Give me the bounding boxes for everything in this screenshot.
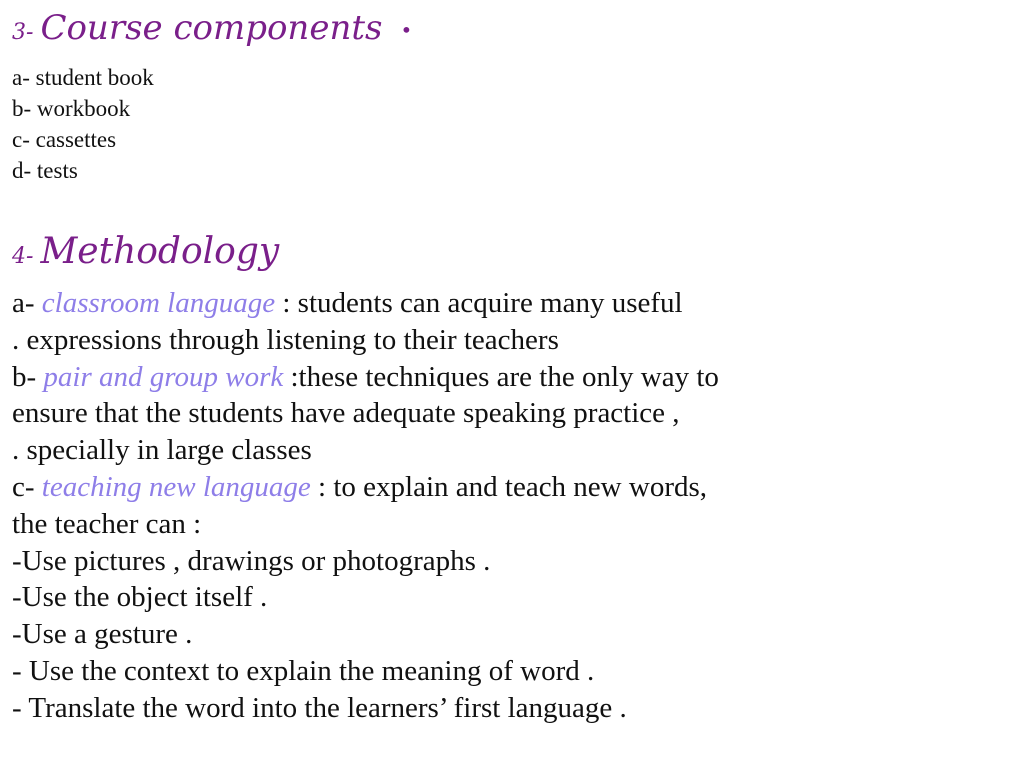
item-b-continuation-2: . specially in large classes [12, 434, 312, 467]
item-c-continuation: the teacher can : [12, 507, 202, 540]
list-item: c- cassettes [12, 127, 117, 152]
bullet-icon: • [400, 18, 413, 42]
technique-item: -Use pictures , drawings or photographs . [12, 544, 491, 577]
technique-item: - Translate the word into the learners’ first language . [12, 691, 627, 724]
course-components-list [12, 62, 154, 186]
list-item: d- tests [12, 158, 78, 183]
list-item: a- student book [12, 65, 154, 90]
methodology-body [12, 285, 1017, 727]
methodology-item-b [12, 359, 1017, 396]
methodology-item-a [12, 285, 1017, 322]
item-prefix: b- [12, 360, 44, 393]
section-4-title: Methodology [40, 231, 280, 272]
item-text: :these techniques are the only way to [283, 360, 719, 393]
item-prefix: a- [12, 287, 42, 319]
technique-item: -Use a gesture . [12, 618, 193, 651]
section-3-number: 3- [12, 20, 41, 45]
item-prefix: c- [12, 470, 42, 503]
term-classroom-language: classroom language [41, 287, 276, 319]
term-pair-group-work: pair and group work [43, 360, 284, 393]
section-3-title: Course components [40, 8, 383, 48]
item-a-continuation: . expressions through listening to their teachers [12, 323, 559, 356]
item-b-continuation-1: ensure that the students have adequate speaking practice , [12, 397, 680, 430]
term-teaching-new-language: teaching new language [41, 470, 311, 503]
section-3-heading [12, 8, 412, 48]
section-4-number: 4- [12, 244, 41, 269]
section-4-heading [12, 231, 279, 272]
list-item: b- workbook [12, 96, 131, 121]
methodology-item-c [12, 469, 1017, 506]
technique-item: -Use the object itself . [12, 581, 268, 614]
item-text: : to explain and teach new words, [310, 470, 708, 503]
item-text: : students can acquire many useful [275, 287, 683, 319]
technique-item: - Use the context to explain the meaning of word . [12, 654, 595, 687]
